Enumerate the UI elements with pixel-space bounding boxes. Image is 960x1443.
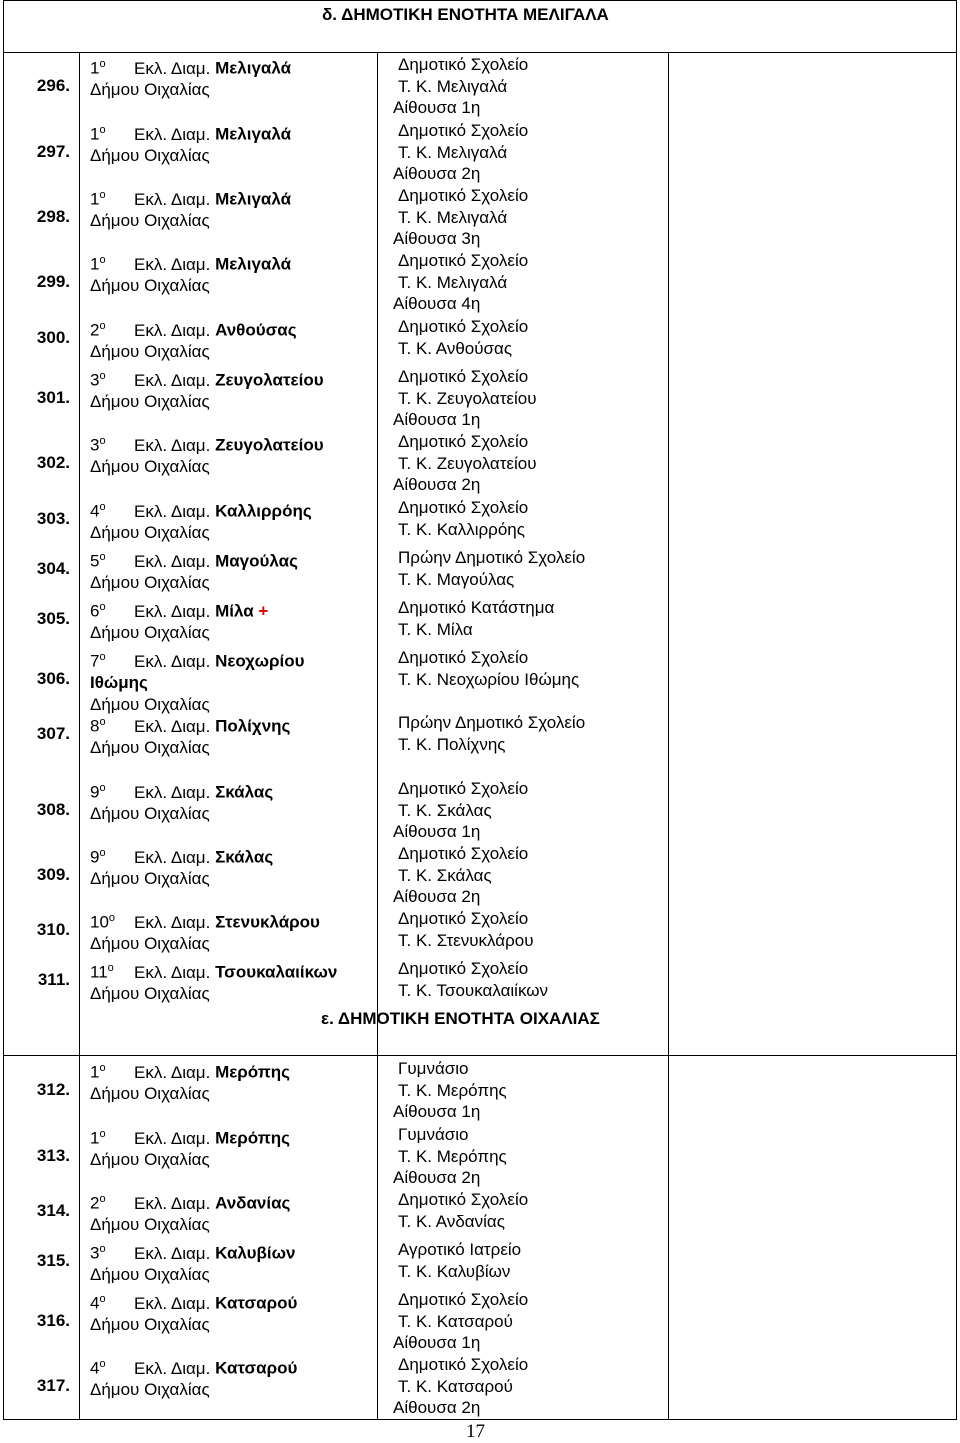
precinct-ordinal: $10^o$ [90,912,116,932]
location-line: Αίθουσα 4η [393,294,481,313]
location-line: Δημοτικό Σχολείο [398,55,529,74]
location-line: Τ. Κ. Σκάλας [398,800,492,820]
precinct-place: Μελιγαλά [215,124,292,144]
precinct-label: Εκλ. Διαμ. [134,435,211,455]
precinct-label: Εκλ. Διαμ. [134,501,211,521]
row-number: 301. [36,388,70,408]
section-title-meligala: δ. ΔΗΜΟΤΙΚΗ ΕΝΟΤΗΤΑ ΜΕΛΙΓΑΛΑ [322,5,609,24]
row-number: 307. [36,723,70,743]
precinct-ordinal: $2^o$ [90,1193,106,1213]
precinct-place: Μαγούλας [215,551,298,571]
location-line: Δημοτικό Σχολείο [398,498,529,517]
location-line: Τ. Κ. Καλλιρρόης [398,519,525,539]
municipality: Δήμου Οιχαλίας [90,146,210,166]
precinct-cell [90,908,320,955]
precinct-label: Εκλ. Διαμ. [134,912,211,932]
precinct-place: Μερόπης [215,1128,290,1148]
precinct-label: Εκλ. Διαμ. [134,651,211,671]
location-line: Δημοτικό Σχολείο [398,1190,529,1209]
border-top [3,0,957,1]
location-line: Δημοτικό Σχολείο [398,186,529,205]
precinct-place: Στενυκλάρου [215,912,320,932]
precinct-ordinal: $8^o$ [90,716,106,736]
col-divider-place [377,52,378,1420]
location-line: Τ. Κ. Σκάλας [398,865,492,885]
row-number: 298. [36,207,70,227]
section-e-rule [3,1055,957,1056]
location-line: Τ. Κ. Καλυβίων [398,1261,511,1281]
location-cell [393,778,529,843]
location-cell [393,1289,529,1354]
precinct-ordinal: $3^o$ [90,1243,106,1263]
location-cell [393,250,529,315]
municipality: Δήμου Οιχαλίας [90,276,210,296]
precinct-label: Εκλ. Διαμ. [134,320,211,340]
municipality: Δήμου Οιχαλίας [90,457,210,477]
location-line: Δημοτικό Σχολείο [398,251,529,270]
precinct-label: Εκλ. Διαμ. [134,370,211,390]
location-cell [393,1124,507,1189]
location-line: Δημοτικό Σχολείο [398,844,529,863]
municipality: Δήμου Οιχαλίας [90,1150,210,1170]
precinct-cell [90,366,324,413]
location-cell [393,366,537,431]
border-right [956,0,957,1420]
municipality: Δήμου Οιχαλίας [90,1315,210,1335]
location-line: Αίθουσα 2η [393,1168,481,1187]
location-line: Δημοτικό Σχολείο [398,909,529,928]
precinct-place: Κατσαρού [215,1358,298,1378]
municipality: Δήμου Οιχαλίας [90,623,210,643]
precinct-ordinal: $1^o$ [90,1062,106,1082]
precinct-label: Εκλ. Διαμ. [134,1293,211,1313]
precinct-label: Εκλ. Διαμ. [134,1243,211,1263]
location-line: Τ. Κ. Μίλα [398,619,473,639]
precinct-ordinal: $9^o$ [90,847,106,867]
municipality: Δήμου Οιχαλίας [90,694,210,714]
location-line: Αίθουσα 2η [393,164,481,183]
location-cell [398,497,528,540]
page-number: 17 [466,1421,485,1442]
precinct-cell [90,1124,290,1171]
municipality: Δήμου Οιχαλίας [90,1215,210,1235]
precinct-place: Μερόπης [215,1062,290,1082]
location-line: Δημοτικό Σχολείο [398,1355,529,1374]
location-cell [398,958,548,1001]
precinct-ordinal: $1^o$ [90,254,106,274]
precinct-cell [90,54,291,101]
precinct-cell [90,1354,297,1401]
precinct-ordinal: $6^o$ [90,601,106,621]
precinct-place: Καλλιρρόης [215,501,312,521]
precinct-ordinal: $2^o$ [90,320,106,340]
precinct-label: Εκλ. Διαμ. [134,1062,211,1082]
location-line: Πρώην Δημοτικό Σχολείο [398,713,586,732]
precinct-place: Μελιγαλά [215,189,292,209]
precinct-cell [90,547,298,594]
municipality: Δήμου Οιχαλίας [90,392,210,412]
precinct-label: Εκλ. Διαμ. [134,847,211,867]
location-line: Δημοτικό Σχολείο [398,367,529,386]
precinct-label: Εκλ. Διαμ. [134,601,211,621]
row-number: 311. [37,969,70,989]
location-line: Τ. Κ. Μερόπης [398,1146,507,1166]
municipality: Δήμου Οιχαλίας [90,1084,210,1104]
precinct-label: Εκλ. Διαμ. [134,254,211,274]
location-line: Δημοτικό Σχολείο [398,1290,529,1309]
municipality: Δήμου Οιχαλίας [90,984,210,1004]
location-line: Πρώην Δημοτικό Σχολείο [398,548,586,567]
precinct-place: Σκάλας [215,847,274,867]
location-line: Τ. Κ. Κατσαρού [398,1311,513,1331]
precinct-ordinal: $11^o$ [90,962,114,982]
location-line: Δημοτικό Σχολείο [398,959,529,978]
location-line: Γυμνάσιο [398,1125,469,1144]
row-number: 308. [36,800,70,820]
municipality: Δήμου Οιχαλίας [90,342,210,362]
precinct-ordinal: $3^o$ [90,370,106,390]
precinct-cell [90,843,273,890]
precinct-place: Τσουκαλαιίκων [215,962,338,982]
row-number: 306. [36,669,70,689]
location-line: Τ. Κ. Ανθούσας [398,338,513,358]
precinct-cell [90,1058,290,1105]
municipality: Δήμου Οιχαλίας [90,573,210,593]
location-cell [393,1354,529,1419]
location-line: Αίθουσα 1η [393,98,481,117]
location-line: Δημοτικό Κατάστημα [398,598,555,617]
col-divider-num [79,52,80,1420]
precinct-ordinal: $1^o$ [90,189,106,209]
location-cell [398,1189,528,1232]
location-line: Τ. Κ. Μελιγαλά [398,76,508,96]
location-line: Τ. Κ. Νεοχωρίου Ιθώμης [398,669,580,689]
precinct-place: Κατσαρού [215,1293,298,1313]
location-line: Αγροτικό Ιατρείο [398,1240,522,1259]
precinct-place-cont: Ιθώμης [90,673,148,693]
precinct-cell [90,647,305,715]
row-number: 297. [36,142,70,162]
location-cell [393,843,529,908]
location-line: Αίθουσα 1η [393,410,481,429]
col-divider-loc [668,52,669,1420]
precinct-place: Ανθούσας [215,320,297,340]
municipality: Δήμου Οιχαλίας [90,1265,210,1285]
location-cell [398,712,585,755]
precinct-place: Μίλα [215,601,254,621]
precinct-label: Εκλ. Διαμ. [134,551,211,571]
location-line: Αίθουσα 2η [393,475,481,494]
municipality: Δήμου Οιχαλίας [90,523,210,543]
precinct-ordinal: $4^o$ [90,1293,106,1313]
precinct-cell [90,958,337,1005]
location-line: Αίθουσα 2η [393,1398,481,1417]
precinct-place: Ζευγολατείου [215,370,324,390]
location-line: Αίθουσα 1η [393,822,481,841]
row-number: 313. [36,1146,70,1166]
precinct-place: Ζευγολατείου [215,435,324,455]
municipality: Δήμου Οιχαλίας [90,1380,210,1400]
location-cell [398,597,554,640]
location-line: Τ. Κ. Μελιγαλά [398,272,508,292]
municipality: Δήμου Οιχαλίας [90,738,210,758]
location-line: Τ. Κ. Ζευγολατείου [398,453,537,473]
location-cell [398,316,528,359]
row-number: 315. [36,1250,70,1270]
location-cell [393,431,537,496]
location-line: Τ. Κ. Μερόπης [398,1080,507,1100]
municipality: Δήμου Οιχαλίας [90,869,210,889]
municipality: Δήμου Οιχαλίας [90,804,210,824]
row-number: 317. [36,1376,70,1396]
location-line: Τ. Κ. Μαγούλας [398,569,515,589]
section-d-rule [3,52,957,53]
section-title-oichalia: ε. ΔΗΜΟΤΙΚΗ ΕΝΟΤΗΤΑ ΟΙΧΑΛΙΑΣ [321,1009,600,1028]
location-cell [398,547,585,590]
plus-marker: + [258,601,269,621]
precinct-label: Εκλ. Διαμ. [134,782,211,802]
row-number: 299. [36,272,70,292]
precinct-cell [90,250,291,297]
location-line: Δημοτικό Σχολείο [398,648,529,667]
precinct-ordinal: $4^o$ [90,1358,106,1378]
location-line: Τ. Κ. Κατσαρού [398,1376,513,1396]
border-bottom [3,1419,957,1420]
location-line: Τ. Κ. Μελιγαλά [398,142,508,162]
row-number: 304. [36,558,70,578]
precinct-cell [90,1289,297,1336]
precinct-ordinal: $1^o$ [90,124,106,144]
precinct-label: Εκλ. Διαμ. [134,1358,211,1378]
location-line: Δημοτικό Σχολείο [398,121,529,140]
location-cell [393,54,529,119]
location-line: Τ. Κ. Μελιγαλά [398,207,508,227]
location-line: Αίθουσα 2η [393,887,481,906]
precinct-place: Μελιγαλά [215,254,292,274]
precinct-label: Εκλ. Διαμ. [134,124,211,144]
precinct-cell [90,1239,295,1286]
municipality: Δήμου Οιχαλίας [90,934,210,954]
precinct-ordinal: $3^o$ [90,435,106,455]
row-number: 303. [36,508,70,528]
precinct-cell [90,1189,290,1236]
precinct-place: Ανδανίας [215,1193,291,1213]
precinct-label: Εκλ. Διαμ. [134,1128,211,1148]
location-line: Αίθουσα 1η [393,1333,481,1352]
precinct-label: Εκλ. Διαμ. [134,189,211,209]
location-line: Αίθουσα 3η [393,229,481,248]
precinct-ordinal: $9^o$ [90,782,106,802]
location-cell [398,1239,521,1282]
precinct-ordinal: $5^o$ [90,551,106,571]
location-line: Τ. Κ. Ανδανίας [398,1211,505,1231]
row-number: 296. [36,76,70,96]
location-line: Τ. Κ. Τσουκαλαιίκων [398,980,549,1000]
row-number: 316. [36,1311,70,1331]
row-number: 314. [36,1200,70,1220]
precinct-ordinal: $4^o$ [90,501,106,521]
precinct-cell [90,120,291,167]
precinct-cell [90,185,291,232]
row-number: 300. [36,327,70,347]
location-cell [393,120,529,185]
precinct-cell [90,712,290,759]
precinct-place: Καλυβίων [215,1243,296,1263]
row-number: 302. [36,453,70,473]
row-number: 309. [36,865,70,885]
location-line: Τ. Κ. Στενυκλάρου [398,930,534,950]
location-line: Δημοτικό Σχολείο [398,317,529,336]
precinct-cell [90,778,273,825]
row-number: 305. [36,608,70,628]
precinct-ordinal: $1^o$ [90,58,106,78]
location-cell [393,185,529,250]
precinct-label: Εκλ. Διαμ. [134,962,211,982]
precinct-label: Εκλ. Διαμ. [134,716,211,736]
precinct-place: Σκάλας [215,782,274,802]
location-line: Δημοτικό Σχολείο [398,432,529,451]
precinct-place: Νεοχωρίου [215,651,305,671]
location-cell [393,1058,507,1123]
precinct-cell [90,316,297,363]
location-line: Γυμνάσιο [398,1059,469,1078]
location-cell [398,908,534,951]
precinct-place: Πολίχνης [215,716,291,736]
location-line: Δημοτικό Σχολείο [398,779,529,798]
municipality: Δήμου Οιχαλίας [90,211,210,231]
precinct-ordinal: $7^o$ [90,651,106,671]
precinct-cell [90,597,268,644]
location-line: Τ. Κ. Ζευγολατείου [398,388,537,408]
location-cell [398,647,579,690]
precinct-place: Μελιγαλά [215,58,292,78]
precinct-ordinal: $1^o$ [90,1128,106,1148]
precinct-label: Εκλ. Διαμ. [134,1193,211,1213]
precinct-label: Εκλ. Διαμ. [134,58,211,78]
location-line: Αίθουσα 1η [393,1102,481,1121]
precinct-cell [90,431,324,478]
row-number: 310. [36,919,70,939]
precinct-cell [90,497,312,544]
row-number: 312. [36,1080,70,1100]
municipality: Δήμου Οιχαλίας [90,80,210,100]
location-line: Τ. Κ. Πολίχνης [398,734,506,754]
